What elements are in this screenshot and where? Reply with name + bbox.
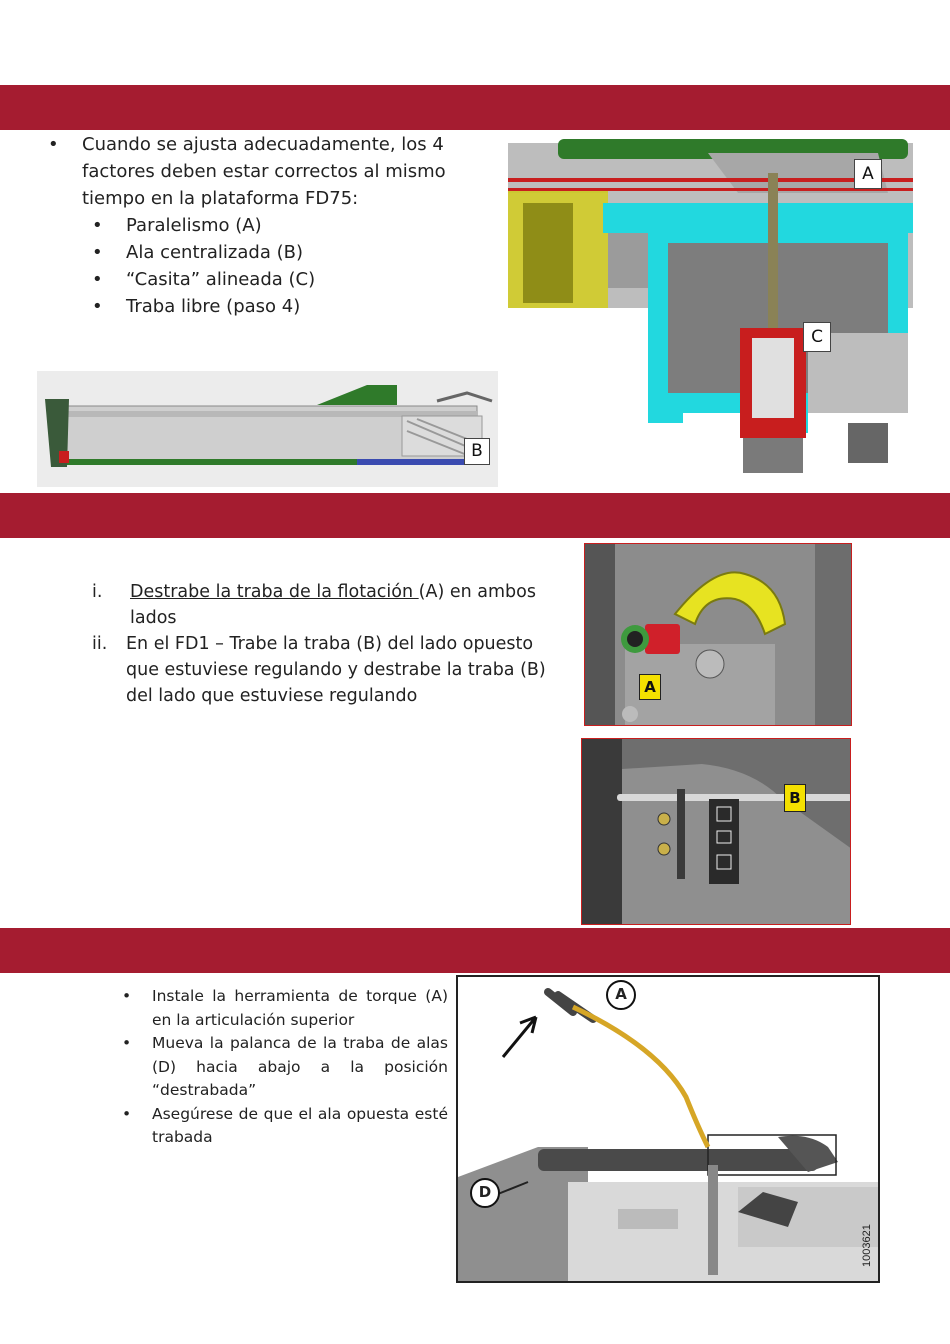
flotation-lock-figure xyxy=(584,543,852,726)
section-band-1 xyxy=(0,85,950,130)
bullet-marker: • xyxy=(122,1034,132,1052)
figure-code: 1003621 xyxy=(861,1224,873,1267)
step-number: ii. xyxy=(92,634,108,654)
list-item xyxy=(48,131,468,212)
list-item xyxy=(122,985,448,1032)
list-item xyxy=(92,293,468,320)
header-side-view-drawing xyxy=(37,371,498,487)
subitem-traba-libre: Traba libre (paso 4) xyxy=(126,296,301,317)
bullet-marker: • xyxy=(92,296,103,317)
torque-tool-drawing xyxy=(458,977,878,1281)
section1-text xyxy=(48,131,468,320)
callout-b-lock-rod: B xyxy=(784,784,806,812)
header-side-view-figure xyxy=(37,371,498,487)
bullet-marker: • xyxy=(48,134,59,155)
section2-text xyxy=(92,579,547,709)
torque-tool-figure xyxy=(456,975,880,1283)
list-item xyxy=(92,212,468,239)
list-item xyxy=(122,1103,448,1150)
section3-text xyxy=(122,985,448,1150)
bullet-marker: • xyxy=(122,1104,132,1123)
callout-c: C xyxy=(803,322,831,352)
subitem-casita: “Casita” alineada (C) xyxy=(126,269,316,290)
list-item xyxy=(92,266,468,293)
section3-bullet-3: Asegúrese de que el ala opuesta esté trabada xyxy=(152,1104,448,1146)
bullet-marker: • xyxy=(92,242,103,263)
step-number: i. xyxy=(92,582,103,602)
subitem-paralelismo: Paralelismo (A) xyxy=(126,215,262,236)
bullet-marker: • xyxy=(122,987,132,1005)
callout-a: A xyxy=(854,159,882,189)
wing-lock-rod-drawing xyxy=(582,739,851,925)
section-band-3 xyxy=(0,928,950,973)
step-i-text xyxy=(130,579,547,631)
wing-lock-rod-figure xyxy=(581,738,851,925)
center-link-figure xyxy=(508,133,916,483)
list-item xyxy=(92,239,468,266)
callout-a-flotation: A xyxy=(639,674,661,700)
step-i-rest: (A) en ambos lados xyxy=(130,582,536,628)
callout-b: B xyxy=(464,438,490,465)
callout-a-torque: A xyxy=(606,980,636,1010)
section1-bullet-text: Cuando se ajusta adecuadamente, los 4 factores deben estar correctos al mismo tiempo en la plataforma FD75: xyxy=(82,134,446,209)
bullet-marker: • xyxy=(92,215,103,236)
section3-bullet-1: Instale la herramienta de torque (A) en la articulación superior xyxy=(152,987,448,1029)
callout-d-lever: D xyxy=(470,1178,500,1208)
step-i-underlined: Destrabe la traba de la flotación xyxy=(130,582,419,602)
section-band-2 xyxy=(0,493,950,538)
list-item xyxy=(92,579,547,631)
step-ii-text: En el FD1 – Trabe la traba (B) del lado opuesto que estuviese regulando y destrabe la traba (B) del lado que estuviese regulando xyxy=(126,634,546,706)
flotation-lock-drawing xyxy=(585,544,852,726)
section3-bullet-2: Mueva la palanca de la traba de alas (D) hacia abajo a la posición “destrabada” xyxy=(152,1034,448,1099)
list-item xyxy=(92,631,547,709)
subitem-ala-centralizada: Ala centralizada (B) xyxy=(126,242,303,263)
list-item xyxy=(122,1032,448,1103)
bullet-marker: • xyxy=(92,269,103,290)
